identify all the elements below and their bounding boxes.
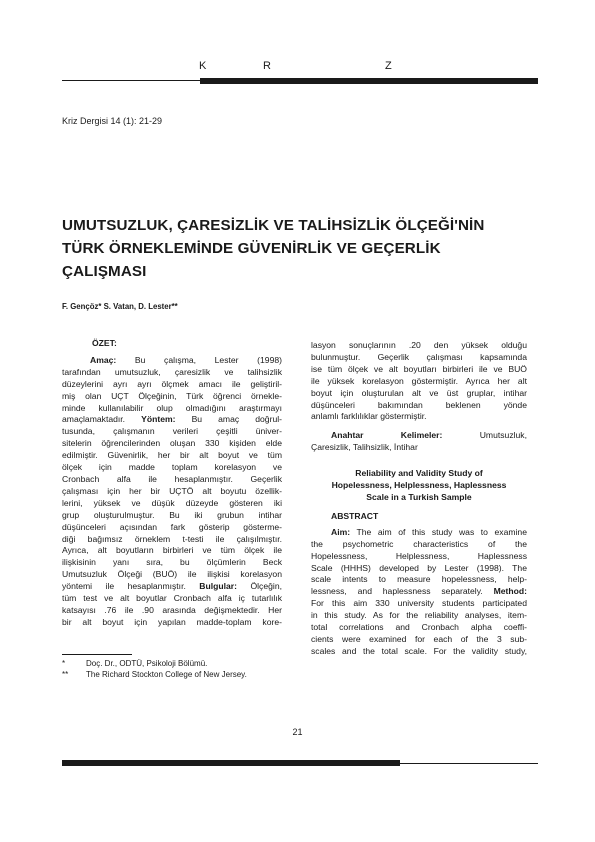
footnote-item: [62, 670, 247, 679]
ozet-heading: ÖZET:: [92, 338, 117, 348]
yontem-line: [62, 414, 282, 426]
body-line: katsayısı .76 ile .90 arasında değişmektedir. Her: [62, 604, 282, 615]
body-line: Cronbach alfa ile hesaplanmıştır. Geçerlik: [62, 473, 282, 484]
body-line: scale intents to measure hopelessness, help-: [311, 574, 527, 585]
body-line: diği bağımsız örneklem t-testi ile çalışılmıştır.: [62, 533, 282, 544]
body-line: miş olan UÇT Ölçeğinin, Türk öğrenci örnekle-: [62, 390, 282, 401]
authors: F. Gençöz* S. Vatan, D. Lester**: [62, 302, 178, 311]
footnote-rule: [62, 654, 132, 655]
bulgular-label: Bulgular:: [199, 581, 238, 592]
body-line: Ayrıca, alt boyutların birbirleri ve tüm ölçek ile: [62, 545, 282, 556]
body-line: For this aim 330 university students participated: [311, 598, 527, 609]
amac-line: [62, 355, 282, 367]
keywords-continued: Çaresizlik, Talihsizlik, İntihar: [311, 442, 418, 453]
body-line: lasyon sonuçlarının .20 den yüksek olduğu: [311, 340, 527, 350]
body-line: cients were examined for each of the 3 sub-: [311, 633, 527, 644]
body-line: bulunmuştur. Geçerlik çalışması kapsamında: [311, 351, 527, 362]
body-line: total correlations and Cronbach alpha coeffi-: [311, 622, 527, 633]
method-pre: lessness, and haplessness separately.: [311, 586, 494, 597]
method-line: [311, 586, 527, 598]
body-line: ilişkisinin yanı sıra, bu ölçümlerin Beck: [62, 557, 282, 568]
amac-text: Bu çalışma, Lester (1998): [116, 354, 282, 365]
body-line: düşünceleri açısından fark gösterip gösterme-: [62, 521, 282, 532]
body-line: ise tüm ölçek ve alt boyutları birbirleri ile ve BUÖ: [311, 363, 527, 374]
body-line: tusunda, çalışmanın verileri çeşitli üniver-: [62, 426, 282, 437]
body-line: düzeylerini ayrı ayrı ölçmek amacı ile geliştiril-: [62, 378, 282, 389]
body-line: Scale (HHHS) developed by Lester (1998). The: [311, 562, 527, 573]
body-line: ölçek için madde toplam korelasyon ve: [62, 462, 282, 473]
right-column: [311, 340, 527, 658]
bulgular-pre: yöntemi ile hesaplanmıştır.: [62, 581, 200, 592]
yontem-label: Yöntem:: [141, 414, 176, 425]
keywords-line: [311, 430, 527, 442]
footnote-text: Doç. Dr., ODTÜ, Psikoloji Bölümü.: [86, 659, 208, 668]
body-line: scales and the total scale. For the validity study,: [311, 645, 527, 656]
body-line: in this study. As for the reliability analyses, item-: [311, 610, 527, 621]
body-line: tüm test ve alt boyutlar Cronbach alfa iç tutarlılık: [62, 593, 282, 604]
left-column: [62, 338, 282, 629]
footnote-mark: **: [62, 670, 69, 679]
body-line: bir alt boyut için yapılan madde-toplam kore-: [62, 616, 282, 627]
abstract-heading: ABSTRACT: [331, 510, 379, 521]
body-line: anlamlı farklılıklar göstermiştir.: [311, 411, 427, 422]
keywords-first: Umutsuzluk,: [479, 430, 527, 441]
body-line: grup oluşturulmuştur. Bu iki grubun intihar: [62, 509, 282, 520]
english-title: [311, 468, 527, 504]
english-title-line: Scale in a Turkish Sample: [366, 491, 472, 502]
body-line: Hopelessness, Helplessness, Haplessness: [311, 550, 527, 561]
header-letter-k: K: [199, 60, 208, 72]
bulgular-line: [62, 581, 282, 593]
footer-thin-rule: [62, 763, 538, 764]
header-letter-r: R: [263, 60, 272, 72]
body-line: düşünceleri bakımından beklenen yönde: [311, 399, 527, 410]
title-line: UMUTSUZLUK, ÇARESİZLİK VE TALİHSİZLİK ÖLÇEĞİ'NİN: [62, 217, 485, 234]
english-title-line: Reliability and Validity Study of: [355, 468, 483, 479]
journal-reference: Kriz Dergisi 14 (1): 21-29: [62, 116, 163, 126]
body-line: sitelerin öğrencilerinden oluşan 330 kişiden elde: [62, 438, 282, 449]
body-line: çalışması için her bir UÇTÖ alt boyutu özellik-: [62, 485, 282, 496]
body-line: boyut için oluşturulan alt ve üst gruplar, intihar: [311, 387, 527, 398]
page-number: 21: [292, 727, 303, 737]
header-thick-rule: [200, 78, 538, 84]
title-line: TÜRK ÖRNEKLEMİNDE GÜVENİRLİK VE GEÇERLİK: [62, 240, 441, 257]
yontem-pre: amaçlamaktadır.: [62, 414, 142, 425]
footnote-item: [62, 659, 207, 668]
header-letter-z: Z: [385, 60, 393, 72]
method-label: Method:: [493, 586, 527, 597]
header-thin-rule: [62, 80, 538, 81]
body-line: Umutsuzluk Ölçeği (BUÖ) ile ilişkisi korelasyon: [62, 569, 282, 580]
english-title-line: Hopelessness, Helplessness, Haplessness: [331, 480, 507, 491]
aim-text: The aim of this study was to examine: [350, 526, 527, 537]
amac-label: Amaç:: [90, 354, 117, 365]
aim-label: Aim:: [331, 526, 351, 537]
footnote-mark: *: [62, 659, 66, 668]
bulgular-post: Ölçeğin,: [237, 581, 282, 592]
article-title: [62, 214, 542, 283]
title-line: ÇALIŞMASI: [62, 263, 147, 280]
keywords-label: Anahtar Kelimeler:: [331, 430, 443, 441]
body-line: ile yüksek korelasyon göstermiştir. Ayrıca her alt: [311, 375, 527, 386]
aim-line: [311, 527, 527, 539]
body-line: minde kullanılabilir olup olmadığını araştırmayı: [62, 402, 282, 413]
yontem-post: Bu amaç doğrul-: [175, 414, 282, 425]
body-line: tarafından umutsuzluk, çaresizlik ve talihsizlik: [62, 366, 282, 377]
footnote-text: The Richard Stockton College of New Jersey.: [86, 670, 247, 679]
body-line: edilmiştir. Güvenirlik, her bir alt boyut ve tüm: [62, 450, 282, 461]
body-line: lerini, yüksek ve düşük düzeyde gösteren iki: [62, 497, 282, 508]
body-line: the psychometric characteristics of the: [311, 538, 527, 549]
